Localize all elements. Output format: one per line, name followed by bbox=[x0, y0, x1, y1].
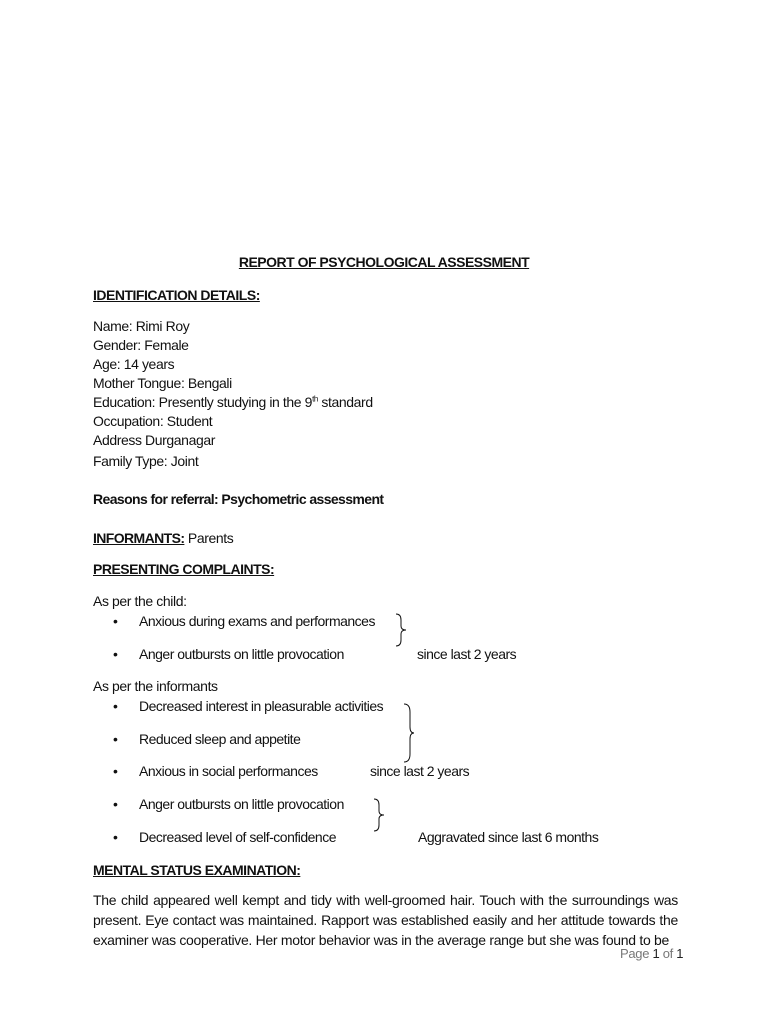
list-item bbox=[113, 731, 300, 747]
page-footer bbox=[620, 946, 683, 961]
page-of: of bbox=[659, 946, 677, 961]
age-line: Age: 14 years bbox=[93, 356, 175, 372]
bullet-icon: • bbox=[113, 796, 118, 812]
page-current: 1 bbox=[652, 946, 660, 961]
list-item-text: Anxious in social performances bbox=[139, 763, 318, 779]
list-item bbox=[113, 613, 375, 629]
page-total: 1 bbox=[676, 946, 684, 961]
brace-icon bbox=[372, 797, 386, 833]
education-line bbox=[93, 394, 373, 410]
list-item bbox=[113, 698, 383, 714]
informant-label: As per the informants bbox=[93, 678, 218, 694]
education-suffix: standard bbox=[317, 394, 373, 410]
education-superscript: th bbox=[312, 394, 318, 404]
child-label: As per the child: bbox=[93, 593, 187, 609]
bullet-icon: • bbox=[113, 829, 118, 845]
list-item-text: Reduced sleep and appetite bbox=[139, 731, 301, 747]
informant-duration-2: Aggravated since last 6 months bbox=[418, 829, 599, 845]
bullet-icon: • bbox=[113, 646, 118, 662]
mse-heading: MENTAL STATUS EXAMINATION: bbox=[93, 862, 301, 878]
child-duration: since last 2 years bbox=[417, 646, 517, 662]
brace-icon bbox=[394, 612, 408, 648]
occupation-line: Occupation: Student bbox=[93, 413, 213, 429]
list-item bbox=[113, 646, 344, 662]
page-label: Page bbox=[620, 946, 653, 961]
informants-heading: INFORMANTS: bbox=[93, 530, 185, 546]
bullet-icon: • bbox=[113, 763, 118, 779]
list-item bbox=[113, 796, 344, 812]
list-item-text: Anger outbursts on little provocation bbox=[139, 796, 344, 812]
name-line: Name: Rimi Roy bbox=[93, 318, 190, 334]
list-item-text: Decreased level of self-confidence bbox=[139, 829, 337, 845]
list-item-text: Anxious during exams and performances bbox=[139, 613, 375, 629]
address-line: Address Durganagar bbox=[93, 432, 215, 448]
education-text: Education: Presently studying in the 9 bbox=[93, 394, 313, 410]
list-item bbox=[113, 829, 336, 845]
mse-paragraph: The child appeared well kempt and tidy with well-groomed hair. Touch with the surroundings was present. Eye contact was maintained. Rapport was established easily and her attitude towards the examiner was cooperative. Her motor behavior was in the average range but she was found to be bbox=[93, 892, 678, 948]
mother-tongue-line: Mother Tongue: Bengali bbox=[93, 375, 232, 391]
list-item bbox=[113, 763, 318, 779]
list-item-text: Decreased interest in pleasurable activities bbox=[139, 698, 384, 714]
informants-value: Parents bbox=[184, 530, 234, 546]
informants-line bbox=[93, 530, 233, 546]
identification-heading: IDENTIFICATION DETAILS: bbox=[93, 287, 260, 303]
gender-line: Gender: Female bbox=[93, 337, 189, 353]
list-item-text: Anger outbursts on little provocation bbox=[139, 646, 344, 662]
referral-line: Reasons for referral: Psychometric assessment bbox=[93, 491, 384, 507]
complaints-heading: PRESENTING COMPLAINTS: bbox=[93, 561, 275, 577]
bullet-icon: • bbox=[113, 613, 118, 629]
report-title: REPORT OF PSYCHOLOGICAL ASSESSMENT bbox=[238, 254, 530, 270]
bullet-icon: • bbox=[113, 731, 118, 747]
family-type-line: Family Type: Joint bbox=[93, 453, 199, 469]
informant-duration-1: since last 2 years bbox=[370, 763, 470, 779]
brace-icon bbox=[402, 702, 416, 764]
bullet-icon: • bbox=[113, 698, 118, 714]
